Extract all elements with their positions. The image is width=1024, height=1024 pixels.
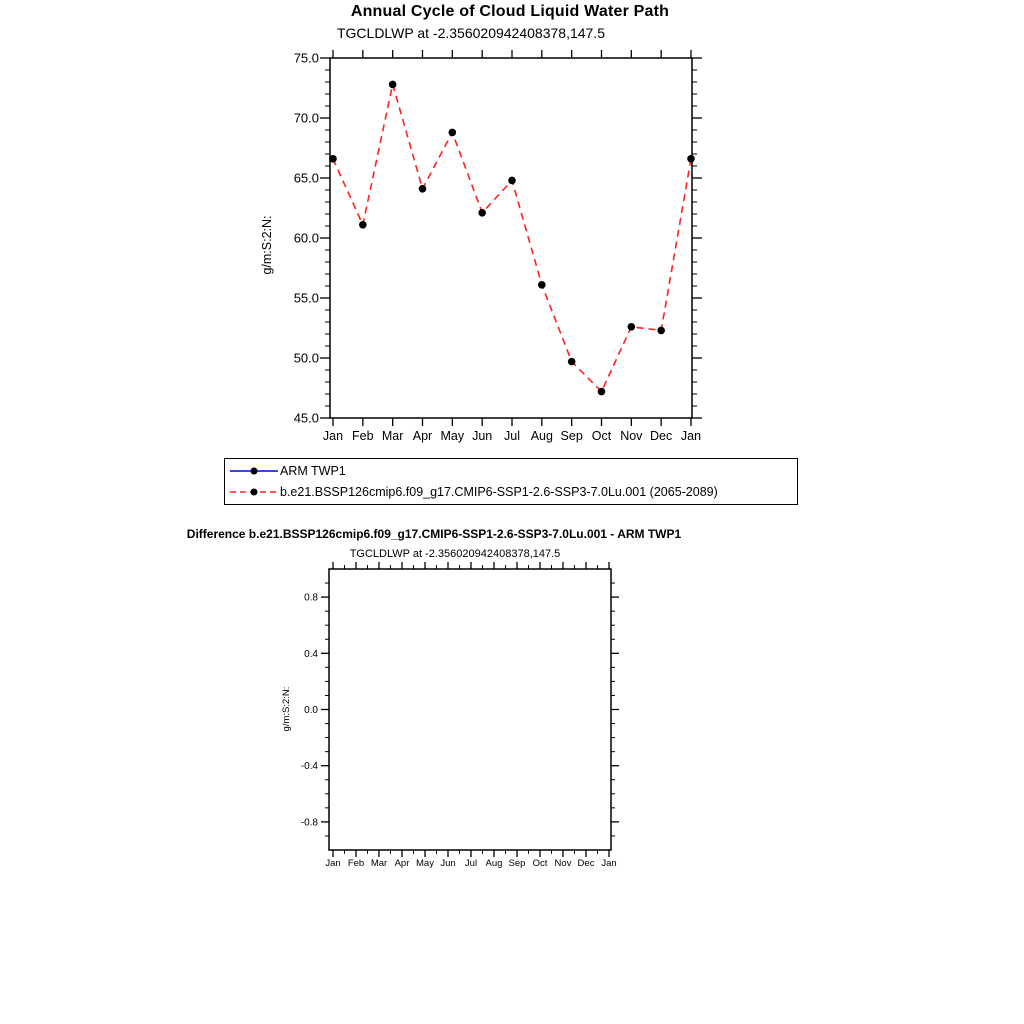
- top-chart-y-tick-label: 50.0: [293, 350, 319, 366]
- bottom-chart-x-tick-label: Mar: [370, 858, 388, 869]
- top-chart-plot-area: [260, 50, 702, 443]
- top-chart-data-point: [449, 129, 457, 137]
- top-chart-data-point: [598, 388, 606, 396]
- top-chart-title: Annual Cycle of Cloud Liquid Water Path: [350, 3, 670, 20]
- legend-label-model-run: b.e21.BSSP126cmip6.f09_g17.CMIP6-SSP1-2.6-SSP3-7.0Lu.001 (2065-2089): [280, 484, 718, 499]
- top-chart-subtitle: TGCLDLWP at -2.356020942408378,147.5: [336, 25, 605, 41]
- legend-marker-dot-icon: [251, 489, 258, 496]
- bottom-chart-y-tick-label: 0.0: [304, 705, 318, 716]
- top-chart-data-point: [657, 327, 665, 335]
- bottom-chart-x-tick-label: Jan: [325, 858, 341, 869]
- legend-line-dashed-red-icon: [228, 486, 280, 498]
- top-chart-x-tick-label: Jun: [472, 429, 493, 443]
- bottom-chart-x-tick-label: Dec: [577, 858, 595, 869]
- bottom-chart-x-tick-label: Oct: [532, 858, 548, 869]
- bottom-chart-title: Difference b.e21.BSSP126cmip6.f09_g17.CMIP6-SSP1-2.6-SSP3-7.0Lu.001 - ARM TWP1: [186, 527, 682, 541]
- bottom-chart-x-tick-label: Aug: [485, 858, 503, 869]
- bottom-chart-subtitle: TGCLDLWP at -2.356020942408378,147.5: [349, 548, 561, 560]
- bottom-chart-y-tick-label: -0.4: [300, 761, 318, 773]
- top-chart-y-tick-label: 55.0: [293, 290, 319, 306]
- bottom-chart-plot-area: [281, 562, 619, 869]
- bottom-chart-x-tick-label: Apr: [394, 858, 410, 869]
- top-chart-x-tick-label: Jan: [680, 429, 702, 443]
- top-chart-data-point: [389, 81, 397, 89]
- bottom-chart-y-tick-label: -0.8: [300, 817, 318, 829]
- top-chart-y-tick-label: 70.0: [293, 110, 319, 126]
- top-chart-x-tick-label: Jan: [322, 429, 344, 443]
- top-chart-x-tick-label: Nov: [620, 429, 643, 443]
- top-chart-x-tick-label: Mar: [381, 429, 404, 443]
- bottom-chart-x-tick-label: Feb: [347, 858, 365, 869]
- top-chart-y-tick-label: 75.0: [293, 50, 319, 66]
- bottom-chart-x-tick-label: Sep: [508, 858, 526, 869]
- legend-box: [224, 458, 798, 505]
- bottom-chart-x-tick-label: Jan: [601, 858, 617, 869]
- bottom-chart-y-tick-label: 0.4: [304, 648, 318, 660]
- bottom-chart-x-tick-label: Jun: [440, 858, 456, 869]
- top-chart-x-tick-label: Oct: [591, 429, 612, 443]
- top-chart-data-point: [419, 185, 427, 193]
- top-chart-data-point: [508, 177, 516, 185]
- top-chart-data-point: [628, 323, 636, 331]
- top-chart-x-tick-label: Jul: [504, 429, 520, 443]
- top-chart-y-axis-label: g/m:S:2:N:: [260, 215, 274, 275]
- top-chart-data-point: [687, 155, 695, 163]
- top-chart-y-tick-label: 65.0: [293, 170, 319, 186]
- top-chart-data-point: [359, 221, 367, 229]
- top-chart-y-tick-label: 60.0: [293, 230, 319, 246]
- top-chart-data-point: [568, 358, 576, 366]
- bottom-chart-x-tick-label: Nov: [554, 858, 572, 869]
- bottom-chart-x-tick-label: May: [416, 858, 434, 869]
- top-chart-x-tick-label: Feb: [352, 429, 374, 443]
- top-chart-data-line: [333, 84, 691, 391]
- top-chart-y-tick-label: 45.0: [293, 410, 319, 426]
- top-chart-x-tick-label: Apr: [412, 429, 433, 443]
- legend-item-arm-twp1: [225, 461, 797, 482]
- bottom-chart-y-axis-label: g/m:S:2:N:: [281, 686, 292, 732]
- top-chart-x-tick-label: May: [440, 429, 465, 443]
- legend-label-arm-twp1: ARM TWP1: [280, 463, 346, 478]
- legend-item-model-run: [225, 482, 797, 503]
- bottom-chart-y-tick-label: 0.8: [304, 592, 318, 604]
- top-chart-data-point: [478, 209, 486, 217]
- legend-line-solid-blue-icon: [228, 465, 280, 477]
- legend-marker-dot-icon: [251, 468, 258, 475]
- top-chart-x-tick-label: Dec: [650, 429, 673, 443]
- top-chart-x-tick-label: Sep: [560, 429, 583, 443]
- top-chart-x-tick-label: Aug: [530, 429, 553, 443]
- top-chart-data-point: [538, 281, 546, 289]
- top-chart-data-point: [329, 155, 337, 163]
- bottom-chart-x-tick-label: Jul: [464, 858, 478, 869]
